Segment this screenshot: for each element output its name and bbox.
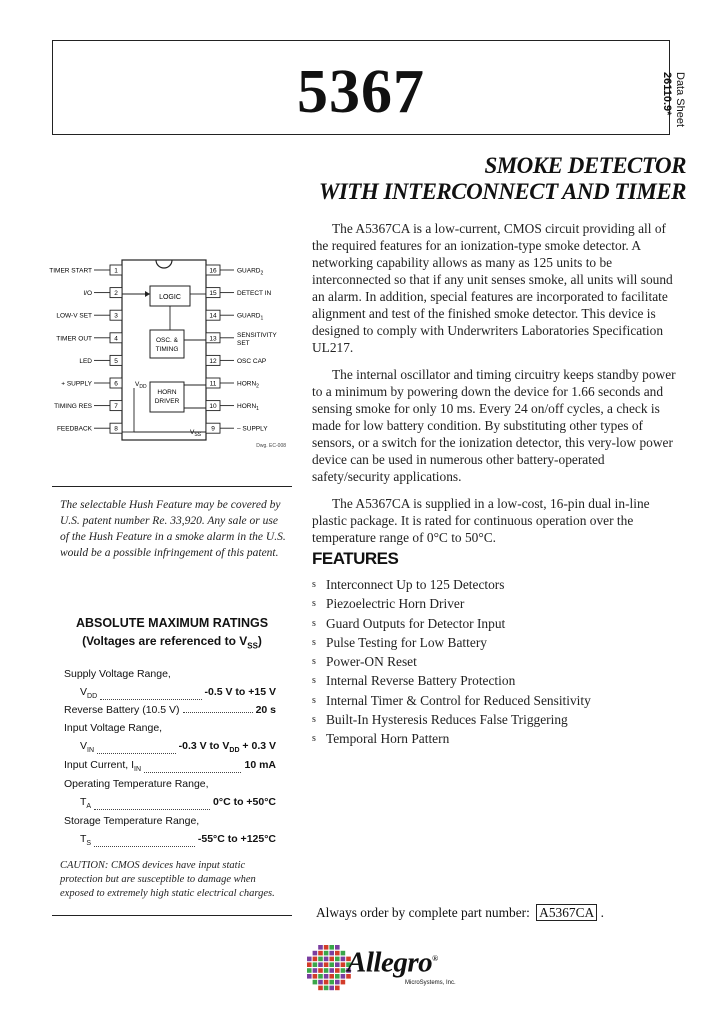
logo-square [313,980,318,985]
pin-right-11 [206,378,259,390]
logo-square [324,957,329,962]
feature-item: s Pulse Testing for Low Battery [312,634,487,650]
logo-square [335,980,340,985]
logo-square [335,951,340,956]
rating-op-temp-label: Operating Temperature Range, [64,778,209,790]
horn-block-label-2: DRIVER [154,398,180,405]
part-number: 5367 [297,58,425,126]
rating-storage-temp-label: Storage Temperature Range, [64,815,200,827]
logo-square [318,980,323,985]
caution-note: CAUTION: CMOS devices have input static protection but are susceptible to damage when exposed to extremely high static electrical charges. [60,860,275,899]
description-paragraph-2: The internal oscillator and timing circuitry keeps standby power to a minimum by powering down the device for 1.66 seconds and sensing smoke for only 10 ms. Every 24 on/off cycles, a check is made for low battery condition. By substituting other types of sensors, or a switch for the ionization detector, this very-low power device can be used in numerous other battery-operated safety/security applications. [312,367,676,484]
osc-block-label-2: TIMING [155,346,179,353]
logo-square [324,945,329,950]
logo-square [335,968,340,973]
svg-text:11: 11 [209,380,217,388]
pin-left-4 [56,333,122,343]
svg-text:7: 7 [114,403,118,411]
logo-square [318,962,323,967]
title-box [52,40,670,135]
logo-square [341,951,346,956]
logo-square [341,957,346,962]
svg-text:LED: LED [79,357,92,365]
svg-text:+ SUPPLY: + SUPPLY [61,380,92,388]
svg-text:2: 2 [114,290,118,298]
logo-square [335,957,340,962]
order-text: Always order by complete part number: [316,905,530,920]
rating-supply-voltage-value: -0.5 V to +15 V [204,686,276,698]
rating-supply-voltage-label: Supply Voltage Range, [64,668,171,680]
logo-square [329,962,334,967]
vdd-label: $V_{DD}$ [135,381,147,390]
logo-square [329,968,334,973]
svg-text:– SUPPLY: – SUPPLY [237,425,268,433]
feature-item: s Temporal Horn Pattern [312,731,450,747]
svg-text:1: 1 [114,267,118,275]
svg-text:FEEDBACK: FEEDBACK [56,425,92,433]
logo-square [313,962,318,967]
rating-input-voltage-row: $V_{IN}$ -0.3 V to $V_{DD} + 0.3$ V [64,739,276,758]
drawing-ref: Dwg. EC-008 [256,443,286,449]
svg-text:GUARD2: $GUARD_2$ [237,267,264,277]
logo-square [341,980,346,985]
logo-square [313,951,318,956]
osc-block [150,330,184,358]
logo-square [318,968,323,973]
headline-line-2: WITH INTERCONNECT AND TIMER [318,179,686,204]
svg-text:4: 4 [114,335,118,343]
logo-square [313,957,318,962]
svg-text:13: 13 [209,335,217,343]
logo-square [318,957,323,962]
rating-storage-temp-row: $T_S$ -55°C to +125°C [64,832,276,851]
feature-item: s Internal Reverse Battery Protection [312,673,516,689]
logo-square [318,986,323,991]
rating-input-voltage-label: Input Voltage Range, [64,722,163,734]
svg-text:6: 6 [114,380,118,388]
logo-square [329,957,334,962]
logo-square [341,968,346,973]
logo-square [313,968,318,973]
pin-right-16 [206,265,263,277]
patent-note: The selectable Hush Feature may be covered by U.S. patent number Re. 33,920. Any sale or use of the Hush Feature in a smoke alarm in the U.S. would be a possible infringement of this patent. [60,499,286,559]
rating-supply-voltage-row: $V_{DD}$ -0.5 V to +15 V [64,685,276,704]
svg-text:16: 16 [209,267,217,275]
horn-block [150,382,184,412]
rating-storage-temp-value: -55°C to +125°C [197,833,276,845]
svg-text:HORN1: $HORN_1$ [237,403,259,413]
features-title: FEATURES [312,549,399,568]
svg-text:DETECT IN: DETECT IN [237,290,272,298]
pin-left-3 [56,310,122,320]
rating-op-temp-row: $T_A$ 0°C to +50°C [64,795,276,814]
ratings-panel [52,486,292,916]
feature-item: s Guard Outputs for Detector Input [312,615,506,631]
side-label-text: Data Sheet [674,72,686,128]
rating-op-temp-value: 0°C to +50°C [213,796,276,808]
logo-square [324,986,329,991]
feature-item: s Interconnect Up to 125 Detectors [312,577,505,592]
svg-text:10: 10 [209,403,217,411]
svg-text:SET: SET [237,339,250,347]
feature-item: s Internal Timer & Control for Reduced Sensitivity [312,692,591,708]
svg-text:9: 9 [211,425,215,433]
logo-square [341,974,346,979]
package-notch [156,260,172,268]
logo-square [318,951,323,956]
svg-text:15: 15 [209,290,217,298]
svg-text:I/O: I/O [83,290,92,298]
features-list [312,575,692,749]
pin-left-1 [49,265,122,275]
rating-reverse-battery-row: Reverse Battery (10.5 V) 20 s [64,704,276,716]
logo-text: Allegro® [347,946,438,979]
svg-text:14: 14 [209,312,217,320]
svg-text:12: 12 [209,357,217,365]
pin-left-2 [83,288,122,298]
logo-square [335,986,340,991]
pin-right-12 [206,355,266,365]
side-label [661,72,698,162]
logo-square [341,962,346,967]
pin-right-13 [206,332,277,347]
logo-square [318,945,323,950]
pin-right-10 [206,401,259,413]
svg-text:SENSITIVITY: SENSITIVITY [237,331,277,339]
logo-square [335,945,340,950]
pinout-diagram [49,258,288,450]
logo-square [324,951,329,956]
logo-square [307,968,312,973]
logo-mark-icon [305,942,353,994]
pin-left-6 [61,378,122,388]
logo-square [335,962,340,967]
description-paragraph-1: The A5367CA is a low-current, CMOS circuit providing all of the required features for an ionization-type smoke detector. A networking capability allows as many as 125 units to be interconnected so that if any unit senses smoke, all units will sound an alarm. In addition, special features are incorporated to facilitate alignment and test of the finished smoke detector. This device is designed to comply with Underwriters Laboratories Specification UL217. [312,221,673,355]
pin-left-7 [54,401,122,411]
svg-text:LOW-V SET: LOW-V SET [56,312,92,320]
headline [319,153,686,205]
svg-text:8: 8 [114,425,118,433]
logo-square [329,986,334,991]
logic-block-label: LOGIC [159,294,181,301]
order-part-number: A5367CA [536,904,597,921]
logo-square [307,962,312,967]
rating-reverse-battery-value: 20 s [255,704,276,716]
ratings-subtitle: (Voltages are referenced to $V_{SS}$) [82,634,262,651]
pin-left-5 [79,355,122,365]
feature-item: s Built-In Hysteresis Reduces False Triggering [312,712,568,728]
logo-square [307,957,312,962]
osc-block-label-1: OSC. & [155,337,179,344]
svg-text:5: 5 [114,357,118,365]
logo-square [307,974,312,979]
svg-text:3: 3 [114,312,118,320]
allegro-logo [305,940,485,996]
pin-right-9 [206,423,268,433]
ratings-title: ABSOLUTE MAXIMUM RATINGS [75,616,269,630]
rating-input-current-value: 10 mA [244,759,276,771]
logo-square [329,951,334,956]
logo-subtitle: MicroSystems, Inc. [405,980,456,986]
logo-square [318,974,323,979]
description-paragraph-3: The A5367CA is supplied in a low-cost, 16-pin dual in-line plastic package. It is rated for continuous operation over the temperature range of 0°C to 50°C. [312,496,650,545]
logo-square [324,968,329,973]
logo-square [329,974,334,979]
vss-label: $V_{SS}$ [190,429,202,438]
description [312,220,682,556]
horn-block-label-1: HORN [157,389,177,396]
svg-text:GUARD1: $GUARD_1$ [237,312,264,322]
logo-square [329,980,334,985]
svg-text:TIMER OUT: TIMER OUT [56,335,92,343]
side-label-code: 26110.9* [661,72,673,116]
logic-input-arrow [145,291,150,297]
svg-text:TIMING RES: TIMING RES [54,403,92,411]
logo-square [324,974,329,979]
svg-text:OSC CAP: OSC CAP [237,357,267,365]
logo-square [335,974,340,979]
order-line: Always order by complete part number: A5367CA . [316,905,604,920]
svg-text:HORN2: $HORN_2$ [237,380,259,390]
feature-item: s Piezoelectric Horn Driver [312,596,465,612]
logo-square [313,974,318,979]
logo-square [324,980,329,985]
logo-square [329,945,334,950]
feature-item: s Power-ON Reset [312,654,417,670]
pinout-svg [49,258,288,450]
rating-input-current-row: Input Current, $I_{IN}$ 10 mA [64,758,276,777]
headline-line-1: SMOKE DETECTOR [484,153,686,178]
pin-left-8 [57,423,122,433]
pin-right-15 [206,288,271,298]
svg-text:TIMER START: TIMER START [49,267,92,275]
rating-input-voltage-value: -0.3 V to $V_{DD} + 0.3$ V [178,740,276,755]
logo-square [324,962,329,967]
pin-right-14 [206,310,263,322]
